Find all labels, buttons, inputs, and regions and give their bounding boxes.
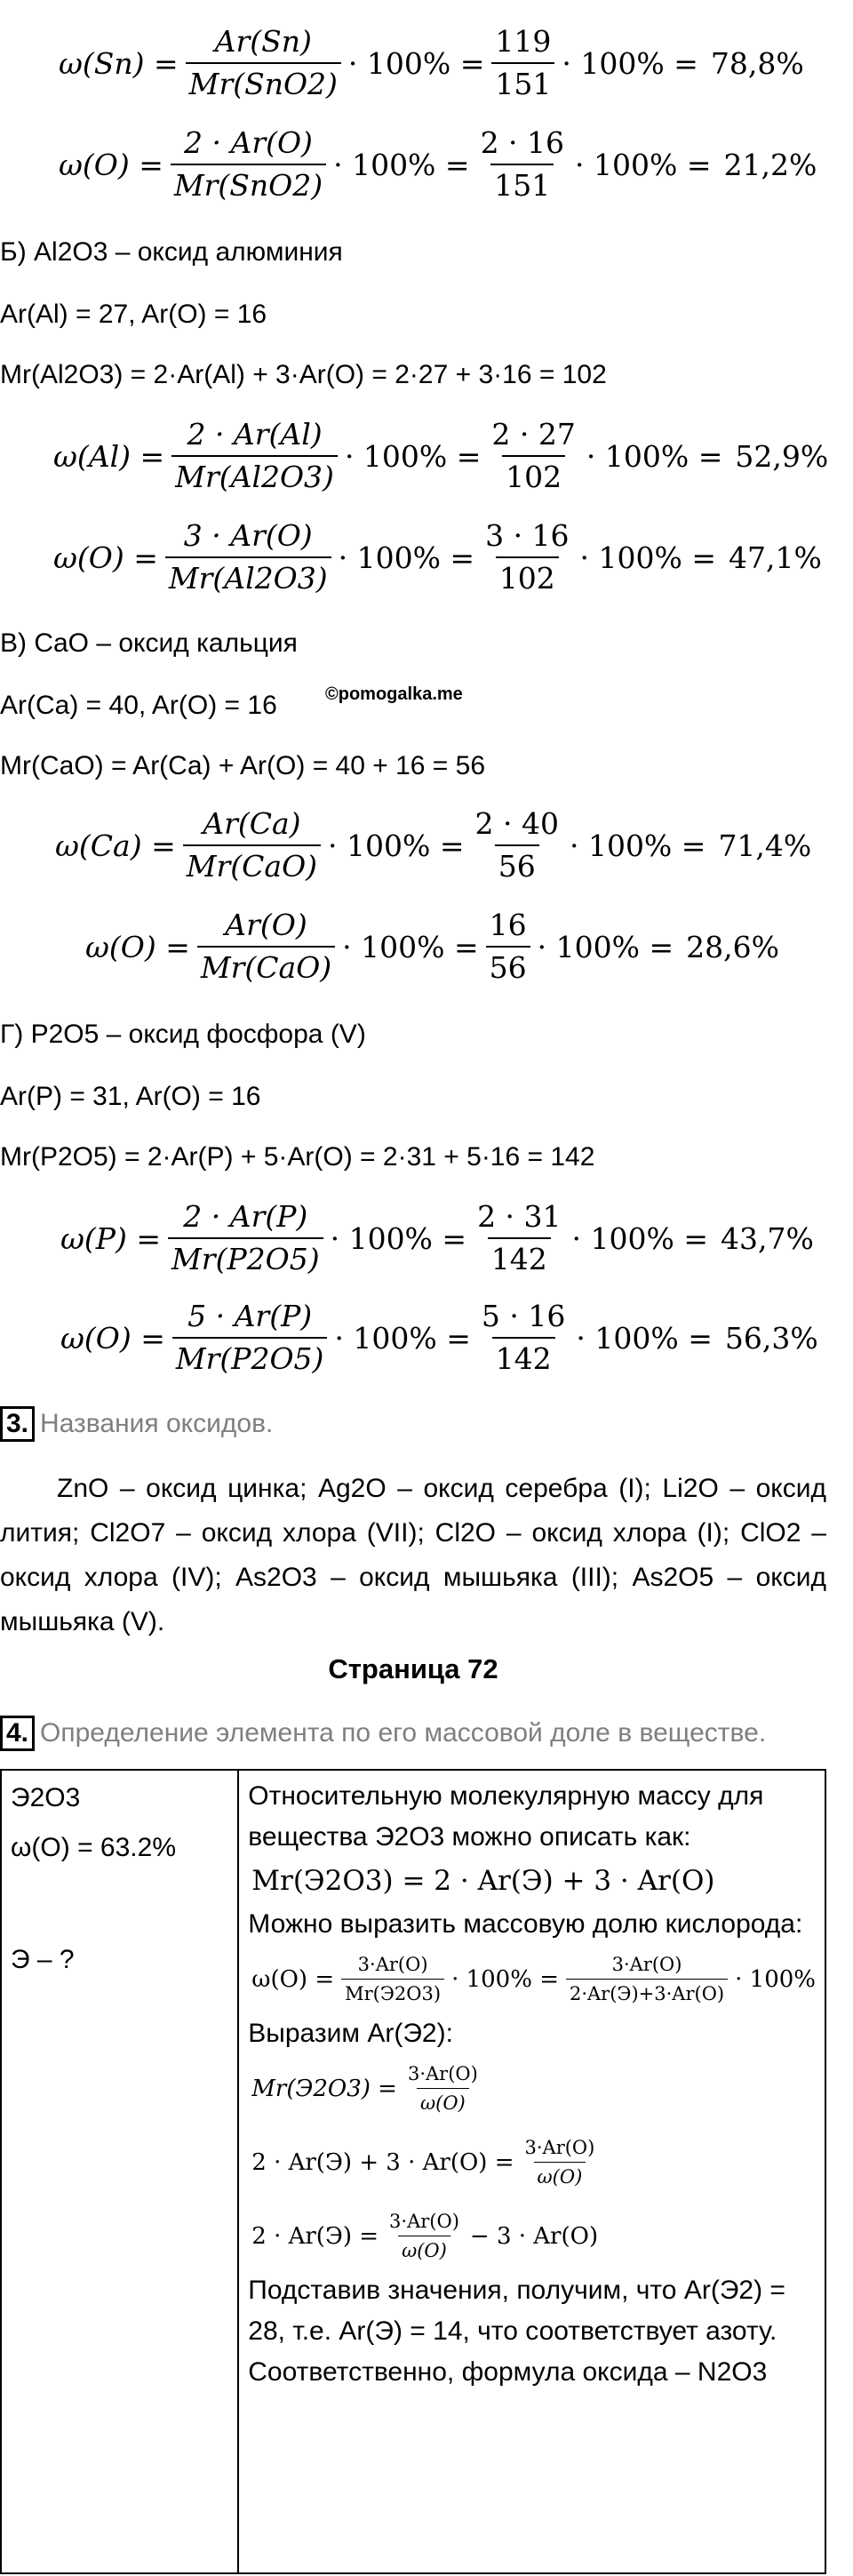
task3-title: Названия оксидов. bbox=[40, 1409, 274, 1438]
given-column bbox=[1, 1770, 238, 2573]
omega-sn-formula: ω(Sn) = $\frac{Ar(Sn)}{\text{Mr(SnO2)}}$ · 100% = $\frac{119}{151}$ · 100% = 78,8% bbox=[59, 24, 804, 101]
al-heading: Б) Al2O3 – оксид алюминия bbox=[0, 237, 343, 267]
omega-o-ca-formula: ω(O) = $\frac{Ar(O)}{\text{Mr(CaO)}}$ · 100% = $\frac{16}{56}$ · 100% = 28,6% bbox=[85, 908, 779, 985]
task4-table bbox=[0, 1769, 826, 2574]
omega-o-p-formula: ω(O) = $\frac{5 \cdot Ar(P)}{Mr(P2O5)}$ · 100% = $\frac{5 \cdot 16}{142}$ · 100% = 56,3% bbox=[60, 1299, 818, 1376]
task4-title: Определение элемента по его массовой доле в веществе. bbox=[40, 1718, 767, 1748]
solution-formula-3: Mr(Э2O3) = $\frac{3\cdot Ar(O)}{\omega(O)}$ bbox=[251, 2063, 478, 2114]
omega-al-formula: ω(Al) = $\frac{2 \cdot Ar(Al)}{Mr(Al2O3)}$ · 100% = $\frac{2 \cdot 27}{102}$ · 100% = 52,9% bbox=[53, 417, 829, 494]
ca-heading: В) CaO – оксид кальция bbox=[0, 628, 298, 658]
solution-formula-1: Mr(Э2O3) = 2 · Ar(Э) + 3 · Ar(O) bbox=[251, 1865, 715, 1897]
task3-text: ZnO – оксид цинка; Ag2O – оксид серебра (I); Li2O – оксид лития; Cl2O7 – оксид хлора (VII); Cl2O – оксид хлора (I); ClO2 – оксид хлора (IV); As2O3 – оксид мышьяка (III); As2O5 – оксид мышьяка (V). bbox=[0, 1474, 826, 1636]
omega-ca-formula: ω(Ca) = $\frac{Ar(Ca)}{\text{Mr(CaO)}}$ · 100% = $\frac{2 \cdot 40}{56}$ · 100% = 71,4% bbox=[55, 806, 812, 884]
task3-number: 3. bbox=[0, 1406, 35, 1442]
al-ar: Ar(Al) = 27, Ar(O) = 16 bbox=[0, 300, 267, 329]
solution-text-4: Подставив значения, получим, что Ar(Э2) = 28, т.е. Ar(Э) = 14, что соответствует азоту. Соответственно, формула оксида – N2O3 bbox=[248, 2276, 785, 2387]
omega-o-sn-formula: ω(O) = $\frac{2 \cdot Ar(O)}{\text{Mr(SnO2)}}$ · 100% = $\frac{2 \cdot 16}{151}$ · 100% = 21,2% bbox=[59, 125, 817, 203]
given-formula: Э2O3 bbox=[11, 1783, 81, 1812]
given-find: Э – ? bbox=[11, 1945, 75, 1974]
watermark: ©pomogalka.me bbox=[325, 684, 463, 704]
omega-p-formula: ω(P) = $\frac{2 \cdot Ar(P)}{Mr(P2O5)}$ · 100% = $\frac{2 \cdot 31}{142}$ · 100% = 43,7% bbox=[60, 1199, 814, 1276]
task4-number: 4. bbox=[0, 1716, 35, 1751]
ca-ar: Ar(Ca) = 40, Ar(O) = 16 bbox=[0, 691, 277, 720]
solution-formula-2: ω(O) = $\frac{3\cdot Ar(O)}{Mr(Э2O3)}$ · 100% = $\frac{3\cdot Ar(O)}{2\cdot Ar(Э)+3\cdot Ar(O)}$ · 100% bbox=[251, 1954, 816, 2004]
omega-o-al-formula: ω(O) = $\frac{3 \cdot Ar(O)}{Mr(Al2O3)}$ · 100% = $\frac{3 \cdot 16}{102}$ · 100% = 47,1% bbox=[53, 518, 822, 596]
solution-text-3: Выразим Ar(Э2): bbox=[248, 2019, 453, 2048]
page-heading: Страница 72 bbox=[328, 1653, 498, 1684]
p-mr: Mr(P2O5) = 2·Ar(P) + 5·Ar(O) = 2·31 + 5·16 = 142 bbox=[0, 1142, 595, 1172]
task3-header bbox=[0, 1406, 273, 1442]
solution-formula-4: 2 · Ar(Э) + 3 · Ar(O) = $\frac{3\cdot Ar(O)}{\omega(O)}$ bbox=[251, 2137, 595, 2188]
solution-formula-5: 2 · Ar(Э) = $\frac{3\cdot Ar(O)}{\omega(O)}$ − 3 · Ar(O) bbox=[251, 2211, 599, 2261]
al-mr: Mr(Al2O3) = 2·Ar(Al) + 3·Ar(O) = 2·27 + 3·16 = 102 bbox=[0, 360, 607, 389]
p-ar: Ar(P) = 31, Ar(O) = 16 bbox=[0, 1082, 261, 1111]
solution-text-2: Можно выразить массовую долю кислорода: bbox=[248, 1909, 803, 1939]
task4-header bbox=[0, 1716, 766, 1751]
given-omega: ω(O) = 63.2% bbox=[11, 1833, 176, 1862]
p-heading: Г) P2O5 – оксид фосфора (V) bbox=[0, 1020, 366, 1049]
solution-column bbox=[238, 1770, 825, 2573]
solution-text-1: Относительную молекулярную массу для вещества Э2O3 можно описать как: bbox=[248, 1781, 764, 1852]
ca-mr: Mr(CaO) = Ar(Ca) + Ar(O) = 40 + 16 = 56 bbox=[0, 751, 486, 780]
